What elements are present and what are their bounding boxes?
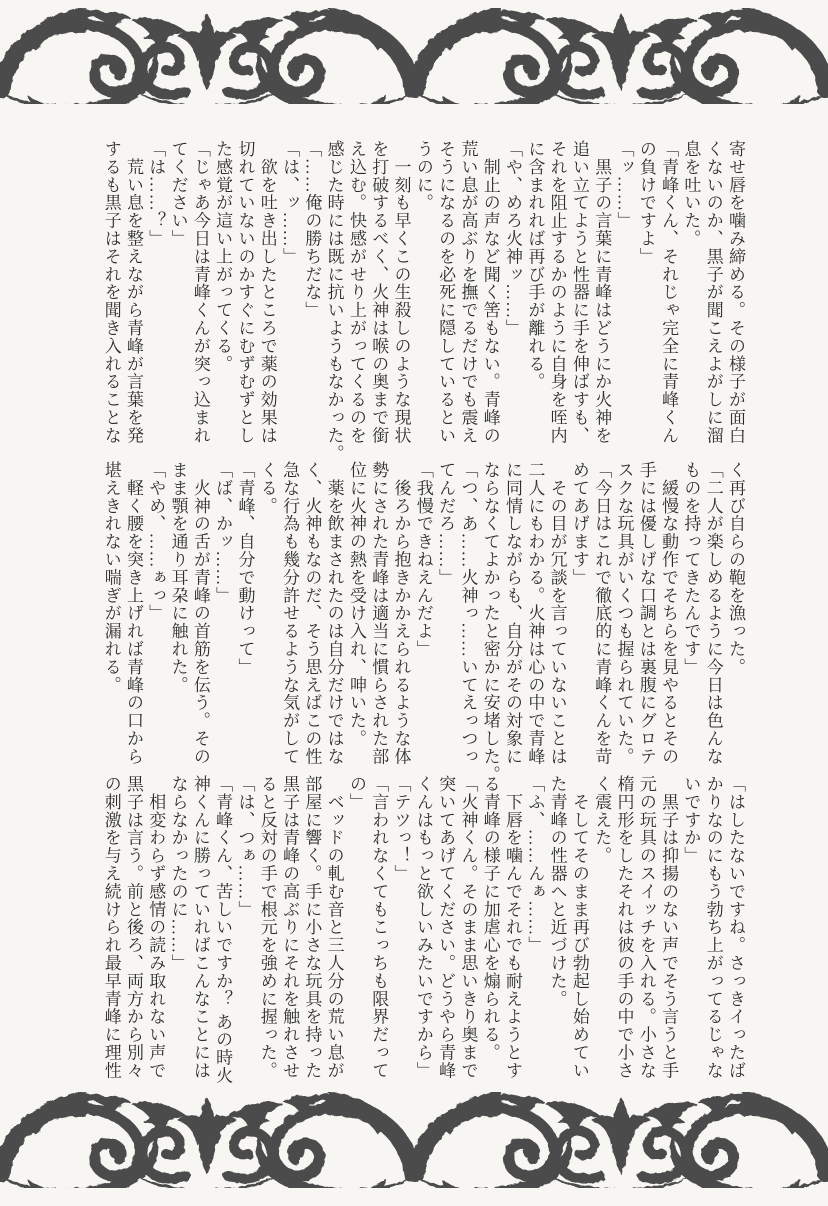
text-column: 息を吐いた。 [681,140,701,248]
acanthus-border-bottom-icon [0,1092,828,1188]
text-column: 「ッ……」 [614,140,634,230]
text-column: 感じた時には既に抗いようもなかった。 [324,140,344,463]
text-block-bottom [99,775,746,1097]
text-column: 神くんに勝っていればこんなことには [190,775,210,1080]
text-column: 「は……？」 [146,140,166,248]
text-column: 火神の舌が青峰の首筋を伝う。その [190,461,210,766]
text-column: 黒子の言葉に青峰はどうにか火神を [592,140,612,445]
text-column: の負けですよ」 [636,140,656,266]
text-column: に同情しながらも、自分がその対象に [503,461,523,766]
text-column: 勢にされた青峰は適当に慣らされた部 [369,461,389,766]
text-column: 「や、めろ火神ッ……」 [503,140,523,337]
text-column: 急な行為も幾分許せるような気がして [280,461,300,766]
text-column: 下唇を噛んでそれでも耐えようとす [503,775,523,1080]
text-column: 「テツっ！」 [391,775,411,883]
text-column: 「今日はこれで徹底的に青峰くんを苛 [592,461,612,766]
text-column: 楕円形をしたそれは彼の手の中で小さ [614,775,634,1080]
text-column: 「ば、かッ……」 [213,461,233,605]
text-column: 「じゃあ今日は青峰くんが突っ込まれ [190,140,210,445]
text-column: うのに。 [413,140,433,212]
text-column: 「ふ、……んぁ……」 [525,775,545,954]
text-column: 切れていないのかすぐにむずむずとし [235,140,255,445]
text-column: てください」 [168,140,188,248]
text-column: 制止の声など聞く筈もない。青峰の [480,140,500,445]
text-column: くんはもっと欲しいみたいですから」 [413,775,433,1080]
text-column: く震えた。 [592,775,612,865]
text-block-top [99,140,746,462]
text-column: いですか」 [681,775,701,865]
text-column: 薬を飲まされたのは自分だけではな [324,461,344,766]
text-column: く再び自らの鞄を漁った。 [726,461,745,676]
text-column: 「青峰くん、それじゃ完全に青峰くん [659,140,679,445]
text-column: 「は、つぁ……」 [235,775,255,919]
text-column: 部屋に響く。手に小さな玩具を持った [302,775,322,1080]
text-column: え込む。快感がせり上がってくるのを [346,140,366,445]
acanthus-border-top-icon [0,8,828,104]
text-column: ると反対の手で根元を強めに握った。 [257,775,277,1080]
text-column: 「言われなくてもこっちも限界だって [369,775,389,1080]
text-column: それを阻止するかのように自身を咥内 [547,140,567,445]
text-block-middle [99,461,746,783]
text-column: そうになるのを必死に隠しているとい [436,140,456,445]
text-column: めてあげます」 [569,461,589,587]
text-column: 相変わらず感情の読み取れない声で [146,775,166,1080]
text-column: 一刻も早くこの生殺しのような現状 [391,140,411,445]
text-column: 「……俺の勝ちだな」 [302,140,322,319]
text-column: 元の玩具のスイッチを入れる。小さな [636,775,656,1080]
text-column: 黒子は言う。前と後ろ、両方から別々 [123,775,143,1080]
text-column: 手には優しげな口調とは裏腹にグロテ [636,461,656,766]
text-column: 黒子は青峰の高ぶりにそれを触れさせ [280,775,300,1080]
text-column: かりなのにもう勃ち上がってるじゃな [703,775,723,1080]
text-column: 「火神くん。そのまま思いきり奥まで [458,775,478,1080]
text-column: スクな玩具がいくつも握られていた。 [614,461,634,766]
text-column: た感覚が這い上がってくる。 [213,140,233,373]
text-column: 「二人が楽しめるように今日は色んな [703,461,723,766]
text-column: く、火神もなのだ、そう思えばこの性 [302,461,322,766]
text-column: た青峰の性器へと近づけた。 [547,775,567,1008]
text-column: 緩慢な動作でそちらを見やるとその [659,461,679,766]
text-column: ならなくてよかったと密かに安堵した。 [480,461,500,784]
text-column: 追い立てようと性器に手を伸ばすも、 [569,140,589,445]
text-column: 「青峰、自分で動けって」 [235,461,255,676]
text-column: 軽く腰を突き上げれば青峰の口から [123,461,143,766]
text-column: の」 [346,775,366,811]
text-column: てんだろ……」 [436,461,456,587]
text-column: 「つ、あ……火神っ……いてえっつっ [458,461,478,766]
text-column: 後ろから抱きかかえられるような体 [391,461,411,766]
text-column: 黒子は抑揚のない声でそう言うと手 [659,775,679,1080]
text-column: ならなかったのに……」 [168,775,188,972]
text-column: ベッドの軋む音と三人分の荒い息が [324,775,344,1080]
text-column: くないのか、黒子が聞こえよがしに溜 [703,140,723,445]
text-column: 「やめ、……ぁっ」 [146,461,166,623]
text-column: 「我慢できねえんだよ」 [413,461,433,658]
text-column: そしてそのまま再び勃起し始めてい [569,775,589,1080]
text-column: 荒い息が高ぶりを撫でるだけでも震え [458,140,478,445]
text-column: 突いてあげてください。どうやら青峰 [436,775,456,1080]
text-column: ものを持ってきたんです」 [681,461,701,676]
text-column: その目が冗談を言っていないことは [547,461,567,766]
text-column: 寄せ唇を噛み締める。その様子が面白 [726,140,745,445]
text-column: の刺激を与え続けられ最早青峰に理性 [101,775,121,1080]
text-column: 「青峰くん、苦しいですか？ あの時火 [213,775,233,1085]
text-column: 欲を吐き出したところで薬の効果は [257,140,277,445]
text-column: くる。 [257,461,277,515]
text-column: 「はしたないですね。さっきイったば [726,775,745,1080]
text-column: 「は、ッ……」 [280,140,300,266]
text-column: 荒い息を整えながら青峰が言葉を発 [123,140,143,445]
text-column: に含まれれば再び手が離れる。 [525,140,545,391]
text-column: を打破するべく、火神は喉の奥まで銜 [369,140,389,445]
text-column: するも黒子はそれを聞き入れることな [101,140,121,445]
text-column: 二人にもわかる。火神は心の中で青峰 [525,461,545,766]
text-column: 堪えきれない喘ぎが漏れる。 [101,461,121,694]
text-column: 位に火神の熱を受け入れ、呻いた。 [346,461,366,748]
text-column: る青峰の様子に加虐心を煽られる。 [480,775,500,1062]
text-column: まま顎を通り耳朶に触れた。 [168,461,188,694]
